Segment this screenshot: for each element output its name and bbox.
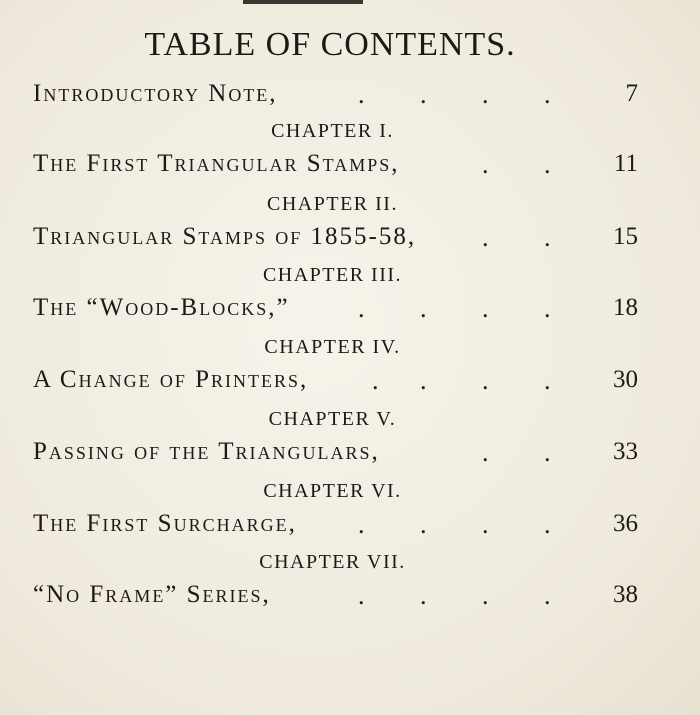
leader-dot: . <box>544 581 551 610</box>
toc-entry-title: A Change of Printers, <box>33 366 309 393</box>
leader-dot: . <box>420 510 427 539</box>
page-title: TABLE OF CONTENTS. <box>144 26 516 63</box>
toc-entry-title: Triangular Stamps of 1855-58, <box>33 223 417 250</box>
toc-entry-title: The “Wood-Blocks,” <box>33 294 290 321</box>
chapter-heading: CHAPTER I. <box>271 120 394 142</box>
leader-dot: . <box>420 294 427 323</box>
leader-dot: . <box>544 294 551 323</box>
leader-dot: . <box>482 80 489 109</box>
leader-dot: . <box>544 438 551 467</box>
leader-dot: . <box>358 294 365 323</box>
toc-entry-title: The First Triangular Stamps, <box>33 150 400 177</box>
chapter-heading: CHAPTER IV. <box>264 336 401 358</box>
leader-dot: . <box>420 366 427 395</box>
chapter-heading: CHAPTER V. <box>268 408 397 430</box>
leader-dot: . <box>544 80 551 109</box>
leader-dot: . <box>482 510 489 539</box>
leader-dot: . <box>482 223 489 252</box>
toc-entry-title: “No Frame” Series, <box>33 581 271 608</box>
leader-dot: . <box>482 366 489 395</box>
toc-page-number: 7 <box>625 80 638 107</box>
leader-dot: . <box>482 150 489 179</box>
leader-dot: . <box>358 581 365 610</box>
leader-dot: . <box>544 366 551 395</box>
toc-page-number: 38 <box>613 581 638 608</box>
toc-page-number: 18 <box>613 294 638 321</box>
leader-dot: . <box>358 510 365 539</box>
leader-dot: . <box>420 80 427 109</box>
chapter-heading: CHAPTER VI. <box>263 480 402 502</box>
toc-page-number: 33 <box>613 438 638 465</box>
leader-dot: . <box>544 150 551 179</box>
leader-dot: . <box>482 438 489 467</box>
leader-dot: . <box>420 581 427 610</box>
toc-page-number: 30 <box>613 366 638 393</box>
toc-entry-title: Introductory Note, <box>33 80 278 107</box>
toc-page-number: 36 <box>613 510 638 537</box>
leader-dot: . <box>482 294 489 323</box>
leader-dot: . <box>544 510 551 539</box>
toc-page-number: 11 <box>613 150 638 177</box>
chapter-heading: CHAPTER III. <box>262 264 403 286</box>
chapter-heading: CHAPTER VII. <box>259 551 406 573</box>
toc-entry-title: The First Surcharge, <box>33 510 297 537</box>
top-rule <box>243 0 363 4</box>
chapter-heading: CHAPTER II. <box>267 193 398 215</box>
leader-dot: . <box>358 80 365 109</box>
toc-entry-title: Passing of the Triangulars, <box>33 438 380 465</box>
leader-dot: . <box>372 366 379 395</box>
leader-dot: . <box>482 581 489 610</box>
toc-page-number: 15 <box>613 223 638 250</box>
leader-dot: . <box>544 223 551 252</box>
